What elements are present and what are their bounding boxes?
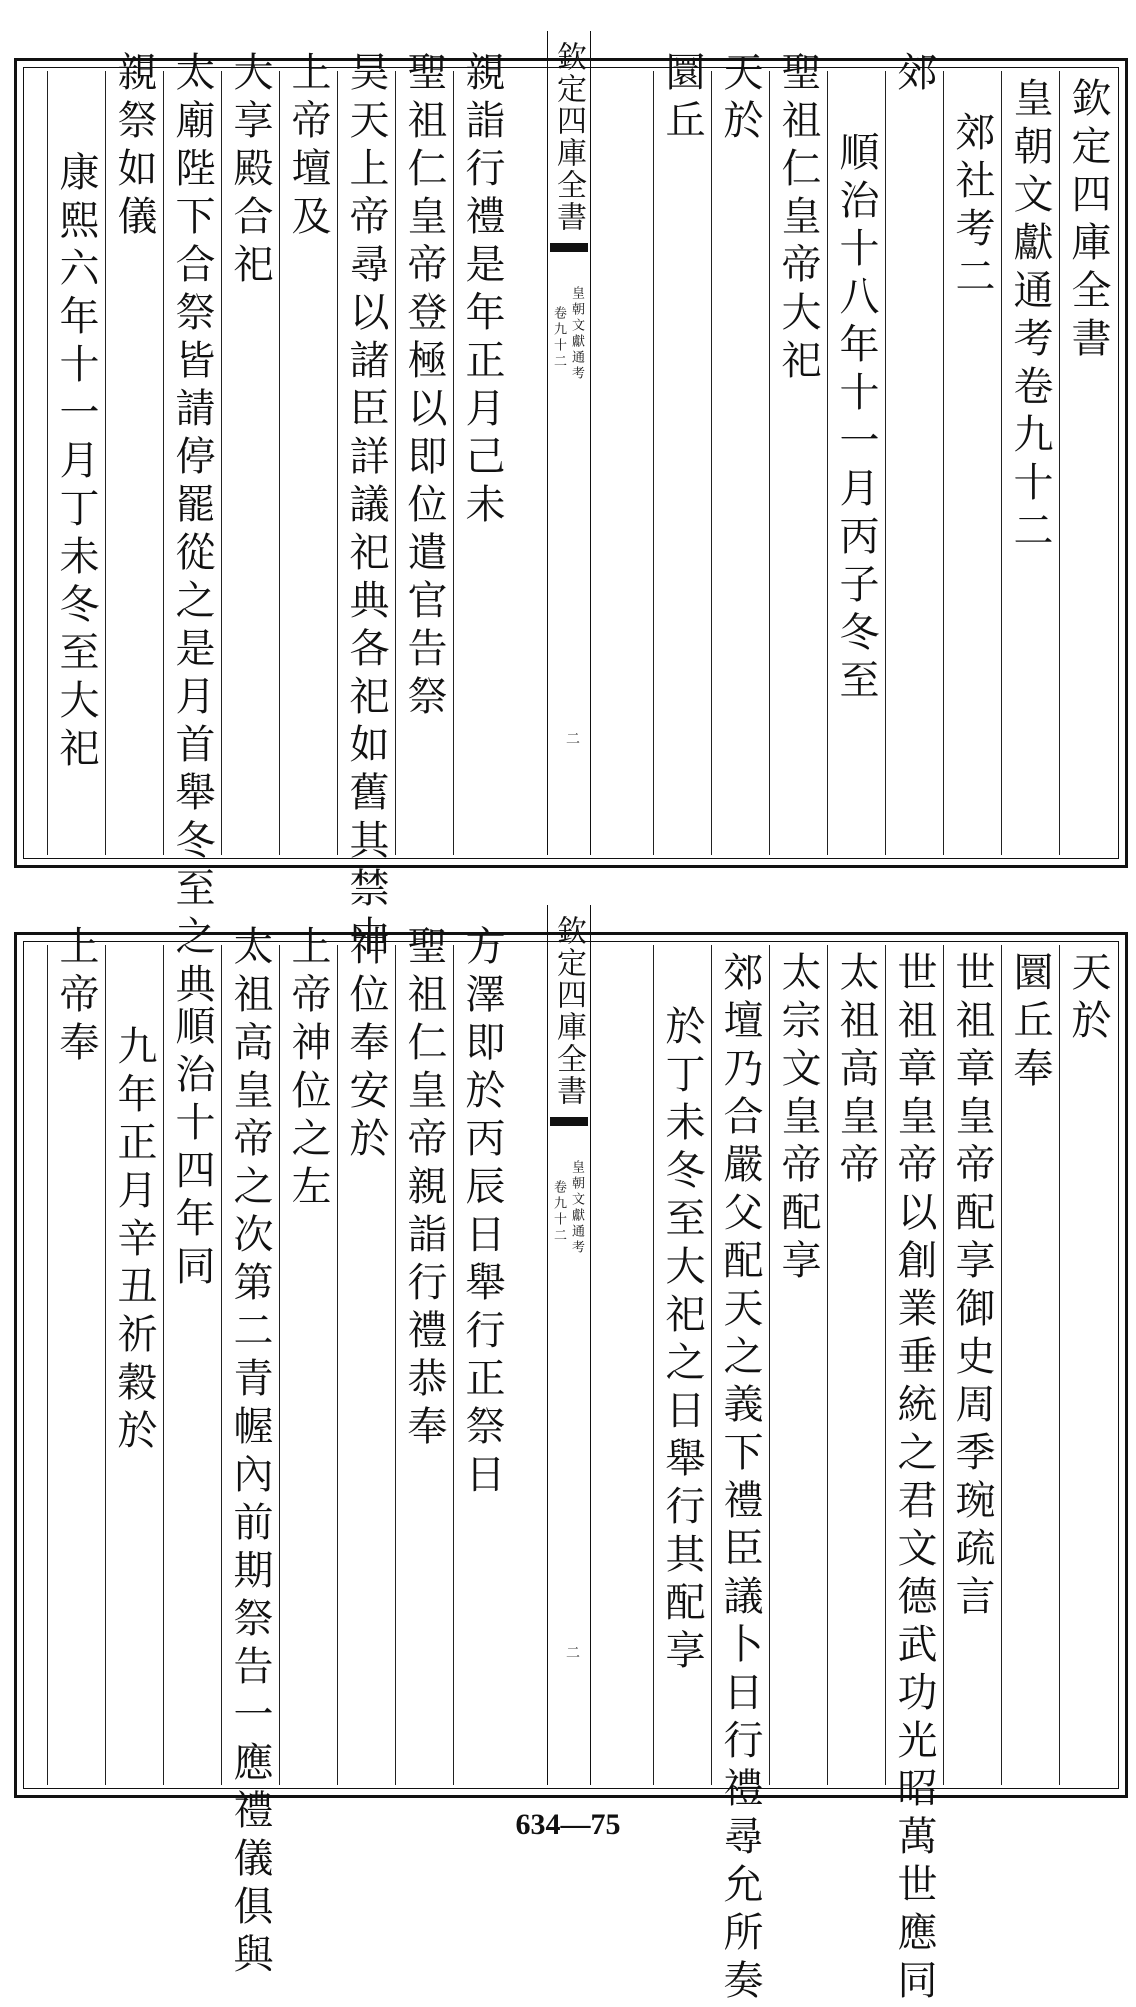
- column-text: 太廟陛下合祭皆請停罷從之是月首舉冬至之典: [169, 51, 215, 1011]
- column-text: 太祖高皇帝: [833, 951, 879, 1191]
- spine-subtitle: 皇朝文獻通考: [569, 286, 584, 382]
- column-text: 世祖章皇帝以創業垂統之君文德武功光昭萬世應同: [891, 951, 937, 2007]
- bottom-col-l1: [453, 925, 511, 1785]
- top-col-l5: [221, 51, 279, 855]
- column-text: 九年正月辛丑祈穀於: [111, 1025, 157, 1457]
- bottom-col-r8: [653, 945, 711, 1785]
- column-text: 大享殿合祀: [227, 51, 273, 291]
- column-text: 聖祖仁皇帝親詣行禮恭奉: [401, 925, 447, 1453]
- spine-page-number: 二: [564, 1645, 580, 1659]
- bottom-col-r5: [827, 945, 885, 1785]
- bottom-col-l5: [221, 925, 279, 1981]
- page-label: 634—75: [515, 1808, 621, 1841]
- column-text: 上帝壇及: [285, 51, 331, 243]
- column-text: 方澤即於丙辰日舉行正祭日: [459, 925, 505, 1501]
- spine-title: 欽定四庫全書: [551, 41, 586, 233]
- bottom-col-r3: [943, 945, 1001, 1785]
- column-text: 天於: [717, 51, 763, 147]
- column-text: 太宗文皇帝配享: [775, 951, 821, 1287]
- top-col-r1: [1059, 71, 1117, 855]
- top-col-l4: [279, 51, 337, 855]
- top-col-l1: [453, 51, 511, 855]
- column-text: 圜丘: [659, 51, 705, 147]
- column-text: 聖祖仁皇帝大祀: [775, 51, 821, 387]
- bottom-col-r6: [769, 945, 827, 1785]
- spine-volume: 卷九十二: [551, 1180, 566, 1244]
- column-text: 親祭如儀: [111, 51, 157, 243]
- top-col-l2: [395, 51, 453, 855]
- top-col-l8: [47, 71, 105, 855]
- top-col-l3: [337, 51, 395, 963]
- column-text: 順治十八年十一月丙子冬至: [833, 131, 879, 707]
- top-col-r3: [943, 71, 1001, 855]
- spine-subtitle: 皇朝文獻通考: [569, 1160, 584, 1256]
- column-text: 康熙六年十一月丁未冬至大祀: [53, 151, 99, 775]
- column-text: 郊: [891, 51, 937, 99]
- top-col-l6: [163, 51, 221, 1011]
- column-text: 太祖高皇帝之次第二青幄內前期祭告一應禮儀俱與: [227, 925, 273, 1981]
- bottom-col-l4: [279, 925, 337, 1785]
- top-col-r2: [1001, 71, 1059, 855]
- top-col-r6: [769, 51, 827, 855]
- bottom-spine: [547, 905, 591, 1785]
- top-col-r7: [711, 51, 769, 855]
- column-text: 神位奉安於: [343, 925, 389, 1165]
- bottom-col-l3: [337, 925, 395, 1785]
- top-col-r5: [827, 71, 885, 855]
- column-text: 郊社考二: [949, 111, 995, 303]
- bottom-col-l6: [163, 945, 221, 1785]
- column-text: 親詣行禮是年正月己未: [459, 51, 505, 531]
- bottom-col-r4: [885, 945, 943, 2007]
- spine-volume: 卷九十二: [551, 306, 566, 370]
- bottom-col-l2: [395, 925, 453, 1785]
- column-text: 聖祖仁皇帝登極以即位遣官告祭: [401, 51, 447, 723]
- bottom-col-r2: [1001, 945, 1059, 1785]
- fishtail-mark: [550, 1117, 588, 1147]
- top-col-r4: [885, 51, 943, 855]
- column-text: 上帝奉: [53, 925, 99, 1069]
- column-text: 世祖章皇帝配享御史周季琬疏言: [949, 951, 995, 1623]
- column-text: 天於: [1065, 951, 1111, 1047]
- spine-title: 欽定四庫全書: [551, 915, 586, 1107]
- top-col-r8: [653, 51, 711, 855]
- bottom-col-l8: [47, 925, 105, 1785]
- top-spine: [547, 31, 591, 855]
- column-text: 於丁未冬至大祀之日舉行其配享: [659, 1005, 705, 1677]
- fishtail-mark: [550, 243, 588, 273]
- bottom-col-r7: [711, 945, 769, 2007]
- top-col-l7: [105, 51, 163, 855]
- column-text: 欽定四庫全書: [1065, 77, 1111, 365]
- column-text: 上帝神位之左: [285, 925, 331, 1213]
- column-text: 皇朝文獻通考卷九十二: [1007, 77, 1053, 557]
- bottom-col-l7: [105, 945, 163, 1785]
- spine-page-number: 二: [564, 731, 580, 745]
- column-text: 順治十四年同: [169, 1005, 215, 1293]
- column-text: 郊壇乃合嚴父配天之義下禮臣議卜日行禮尋允所奏: [717, 951, 763, 2007]
- bottom-col-r1: [1059, 945, 1117, 1785]
- column-text: 圜丘奉: [1007, 951, 1053, 1095]
- column-text: 昊天上帝尋以諸臣詳議祀典各祀如舊其禁中: [343, 51, 389, 963]
